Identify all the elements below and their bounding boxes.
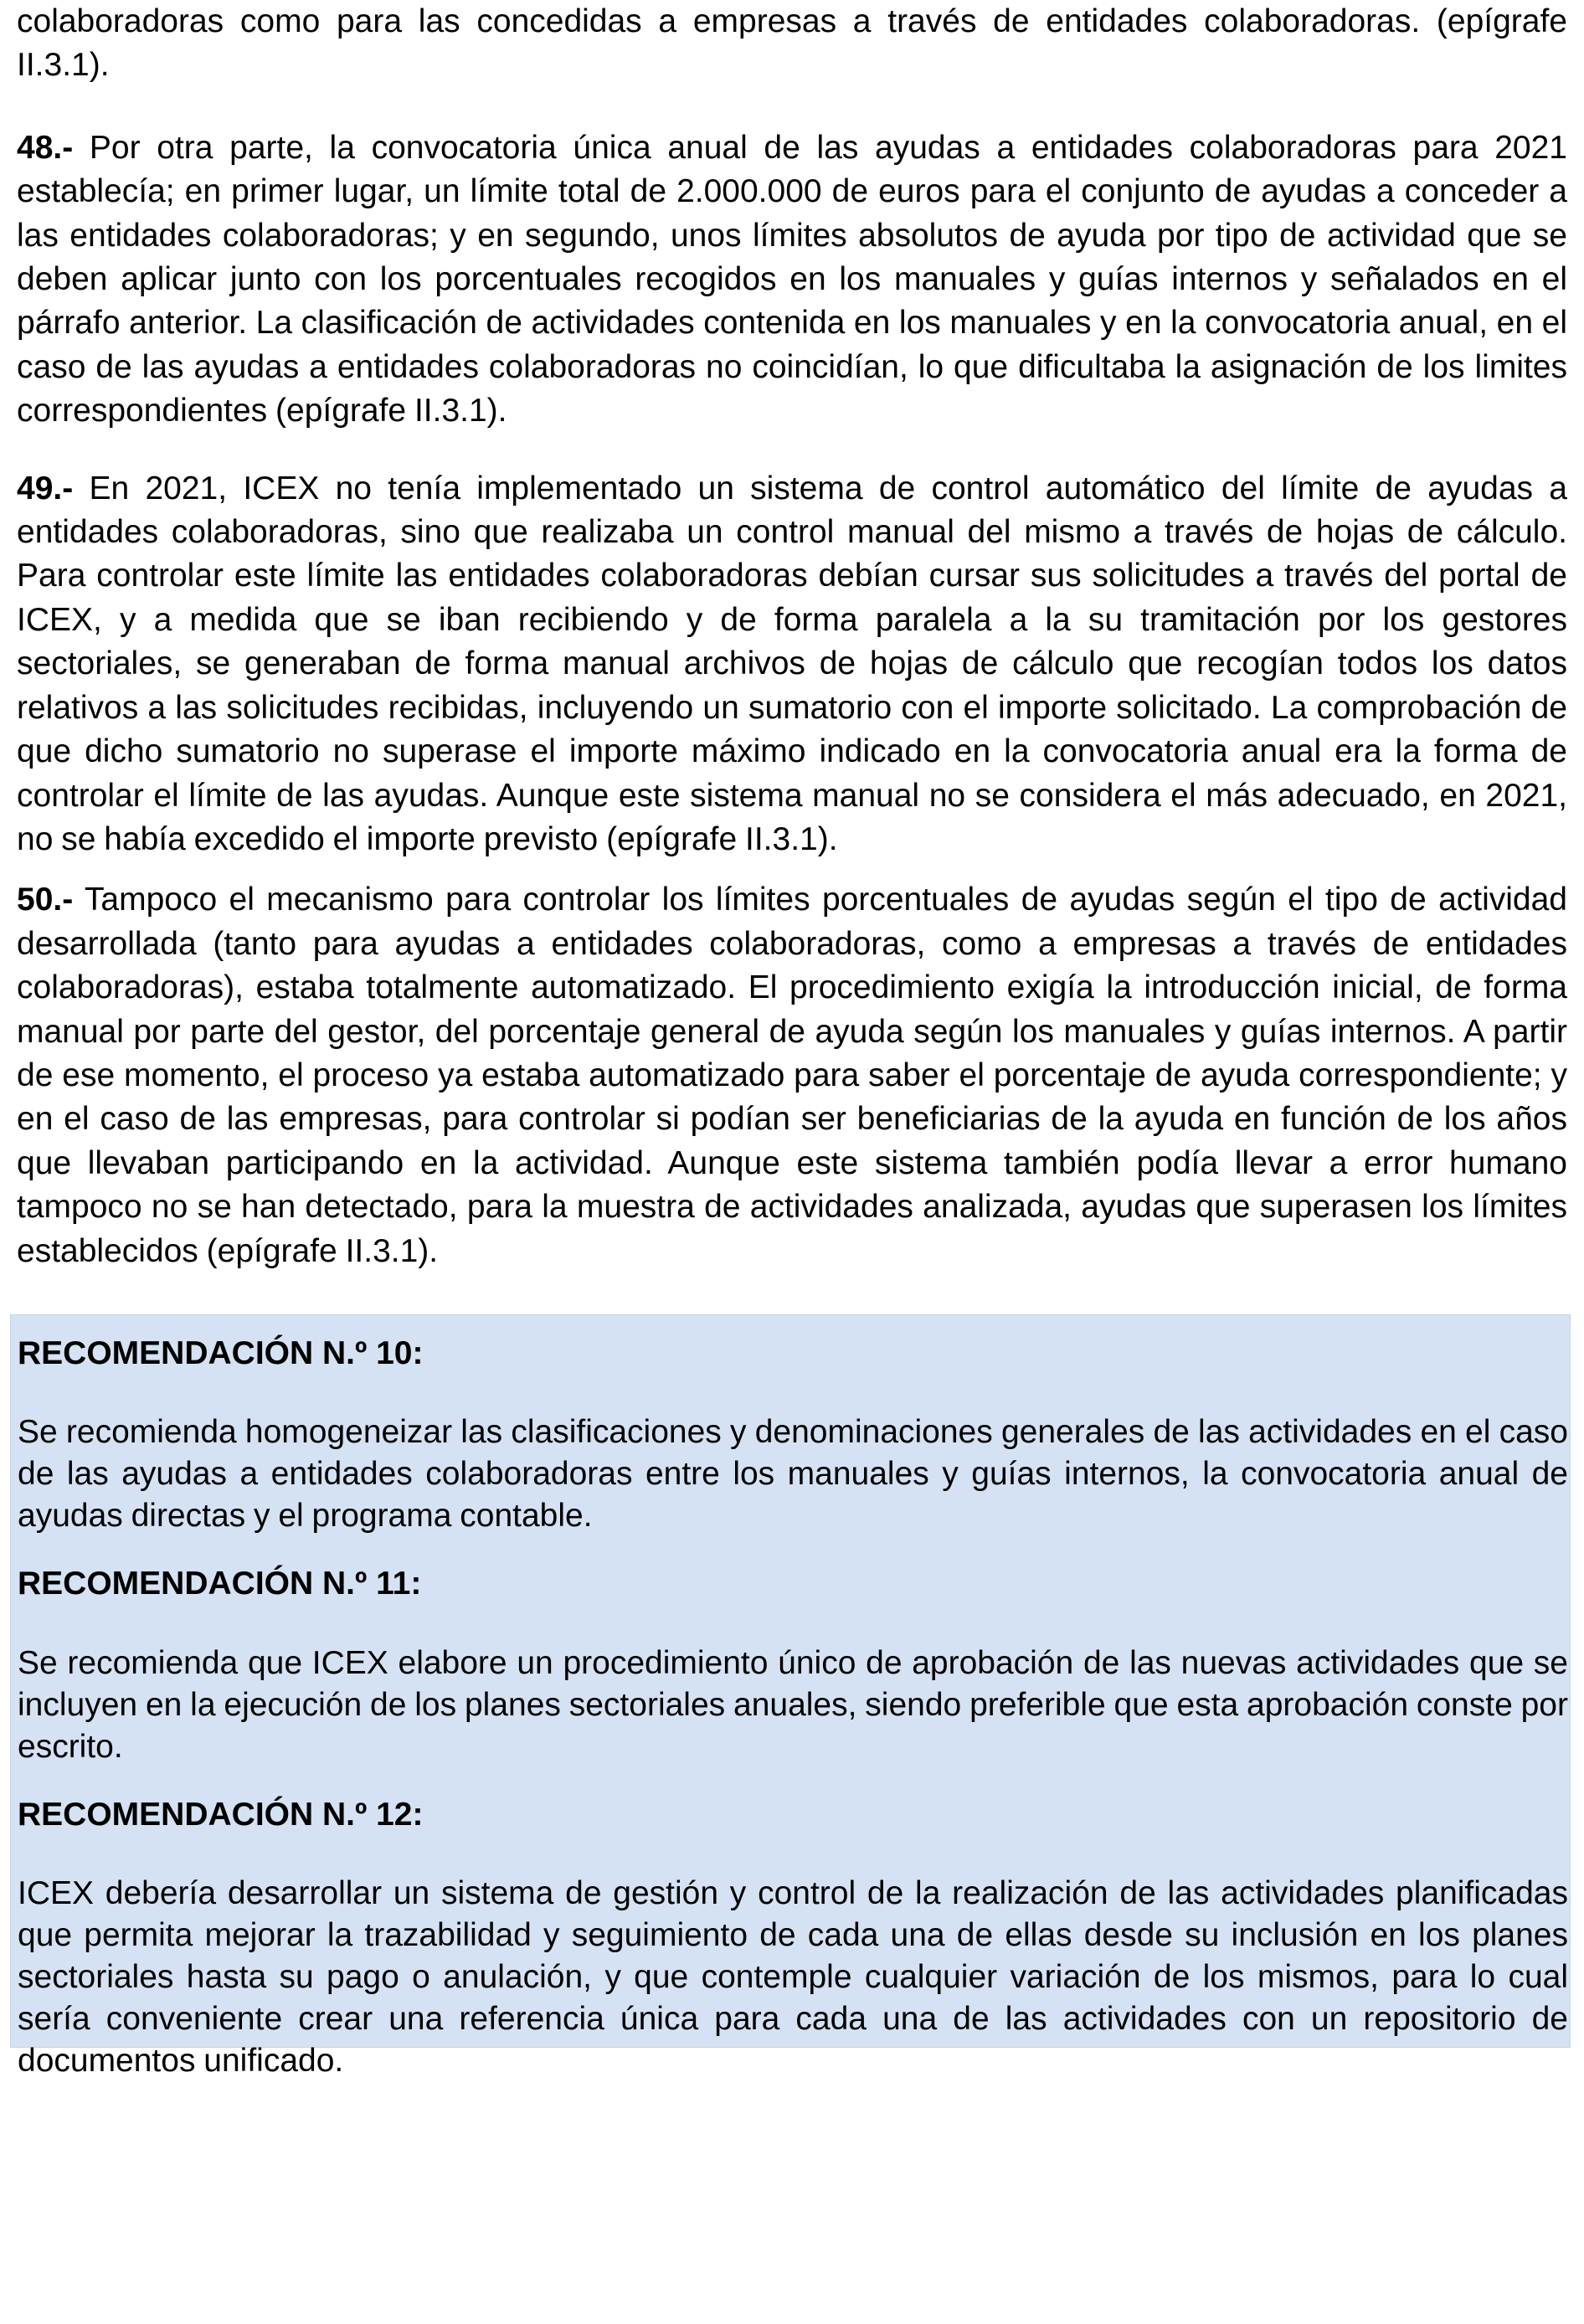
paragraph-number: 49.-: [17, 470, 74, 506]
paragraph-text: Por otra parte, la convocatoria única anual de las ayudas a entidades colaboradoras para 2021 establecía; en primer lugar, un límite total de 2.000.000 de euros para el conjunto de ayudas a conceder a las entidades colaboradoras; y en segundo, unos límites absolutos de ayuda por tipo de actividad que se deben aplicar junto con los porcentuales recogidos en los manuales y guías internos y señalados en el párrafo anterior. La clasificación de actividades contenida en los manuales y en la convocatoria anual, en el caso de las ayudas a entidades colaboradoras no coincidían, lo que dificultaba la asignación de los limites correspondientes (epígrafe II.3.1).: [17, 129, 1567, 429]
paragraph-text: En 2021, ICEX no tenía implementado un sistema de control automático del límite de ayudas a entidades colaboradoras, sino que realizaba un control manual del mismo a través de hojas de cálculo. Para controlar este límite las entidades colaboradoras debían cursar sus solicitudes a través del portal de ICEX, y a medida que se iban recibiendo y de forma paralela a la su tramitación por los gestores sectoriales, se generaban de forma manual archivos de hojas de cálculo que recogían todos los datos relativos a las solicitudes recibidas, incluyendo un sumatorio con el importe solicitado. La comprobación de que dicho sumatorio no superase el importe máximo indicado en la convocatoria anual era la forma de controlar el límite de las ayudas. Aunque este sistema manual no se considera el más adecuado, en 2021, no se había excedido el importe previsto (epígrafe II.3.1).: [17, 470, 1567, 857]
recommendation-12-title: RECOMENDACIÓN N.º 12:: [18, 1796, 424, 1833]
recommendation-11-text: Se recomienda que ICEX elabore un procedimiento único de aprobación de las nuevas actividades que se incluyen en la ejecución de los planes sectoriales anuales, siendo preferible que esta aprobación conste por escrito.: [18, 1644, 1568, 1765]
paragraph-47-continuation: [17, 0, 1567, 88]
paragraph-49: [17, 467, 1567, 862]
paragraph-number: 50.-: [17, 882, 74, 918]
recommendation-12-text: ICEX debería desarrollar un sistema de gestión y control de la realización de las actividades planificadas que permita mejorar la trazabilidad y seguimiento de cada una de ellas desde su inclusión en los planes sectoriales hasta su pago o anulación, y que contemple cualquier variación de los mismos, para lo cual sería conveniente crear una referencia única para cada una de las actividades con un repositorio de documentos unificado.: [18, 1875, 1568, 2080]
paragraph-number: 48.-: [17, 129, 74, 166]
recommendation-10-title: RECOMENDACIÓN N.º 10:: [18, 1335, 424, 1371]
paragraph-50: [17, 878, 1567, 1273]
paragraph-text: colaboradoras como para las concedidas a empresas a través de entidades colaboradoras. (epígrafe II.3.1).: [17, 3, 1567, 84]
paragraph-text: Tampoco el mecanismo para controlar los límites porcentuales de ayudas según el tipo de actividad desarrollada (tanto para ayudas a entidades colaboradoras, como a empresas a través de entidades colaboradoras), estaba totalmente automatizado. El procedimiento exigía la introducción inicial, de forma manual por parte del gestor, del porcentaje general de ayuda según los manuales y guías internos. A partir de ese momento, el proceso ya estaba automatizado para saber el porcentaje de ayuda correspondiente; y en el caso de las empresas, para controlar si podían ser beneficiarias de la ayuda en función de los años que llevaban participando en la actividad. Aunque este sistema también podía llevar a error humano tampoco no se han detectado, para la muestra de actividades analizada, ayudas que superasen los límites establecidos (epígrafe II.3.1).: [17, 882, 1567, 1269]
recommendations-content: [18, 1315, 1568, 2082]
recommendation-11-title: RECOMENDACIÓN N.º 11:: [18, 1566, 422, 1602]
paragraph-48: [17, 126, 1567, 434]
recommendation-10-text: Se recomienda homogeneizar las clasificaciones y denominaciones generales de las actividades en el caso de las ayudas a entidades colaboradoras entre los manuales y guías internos, la convocatoria anual de ayudas directas y el programa contable.: [18, 1414, 1568, 1535]
body-text: [17, 0, 1567, 1273]
recommendations-box: [10, 1314, 1571, 2080]
